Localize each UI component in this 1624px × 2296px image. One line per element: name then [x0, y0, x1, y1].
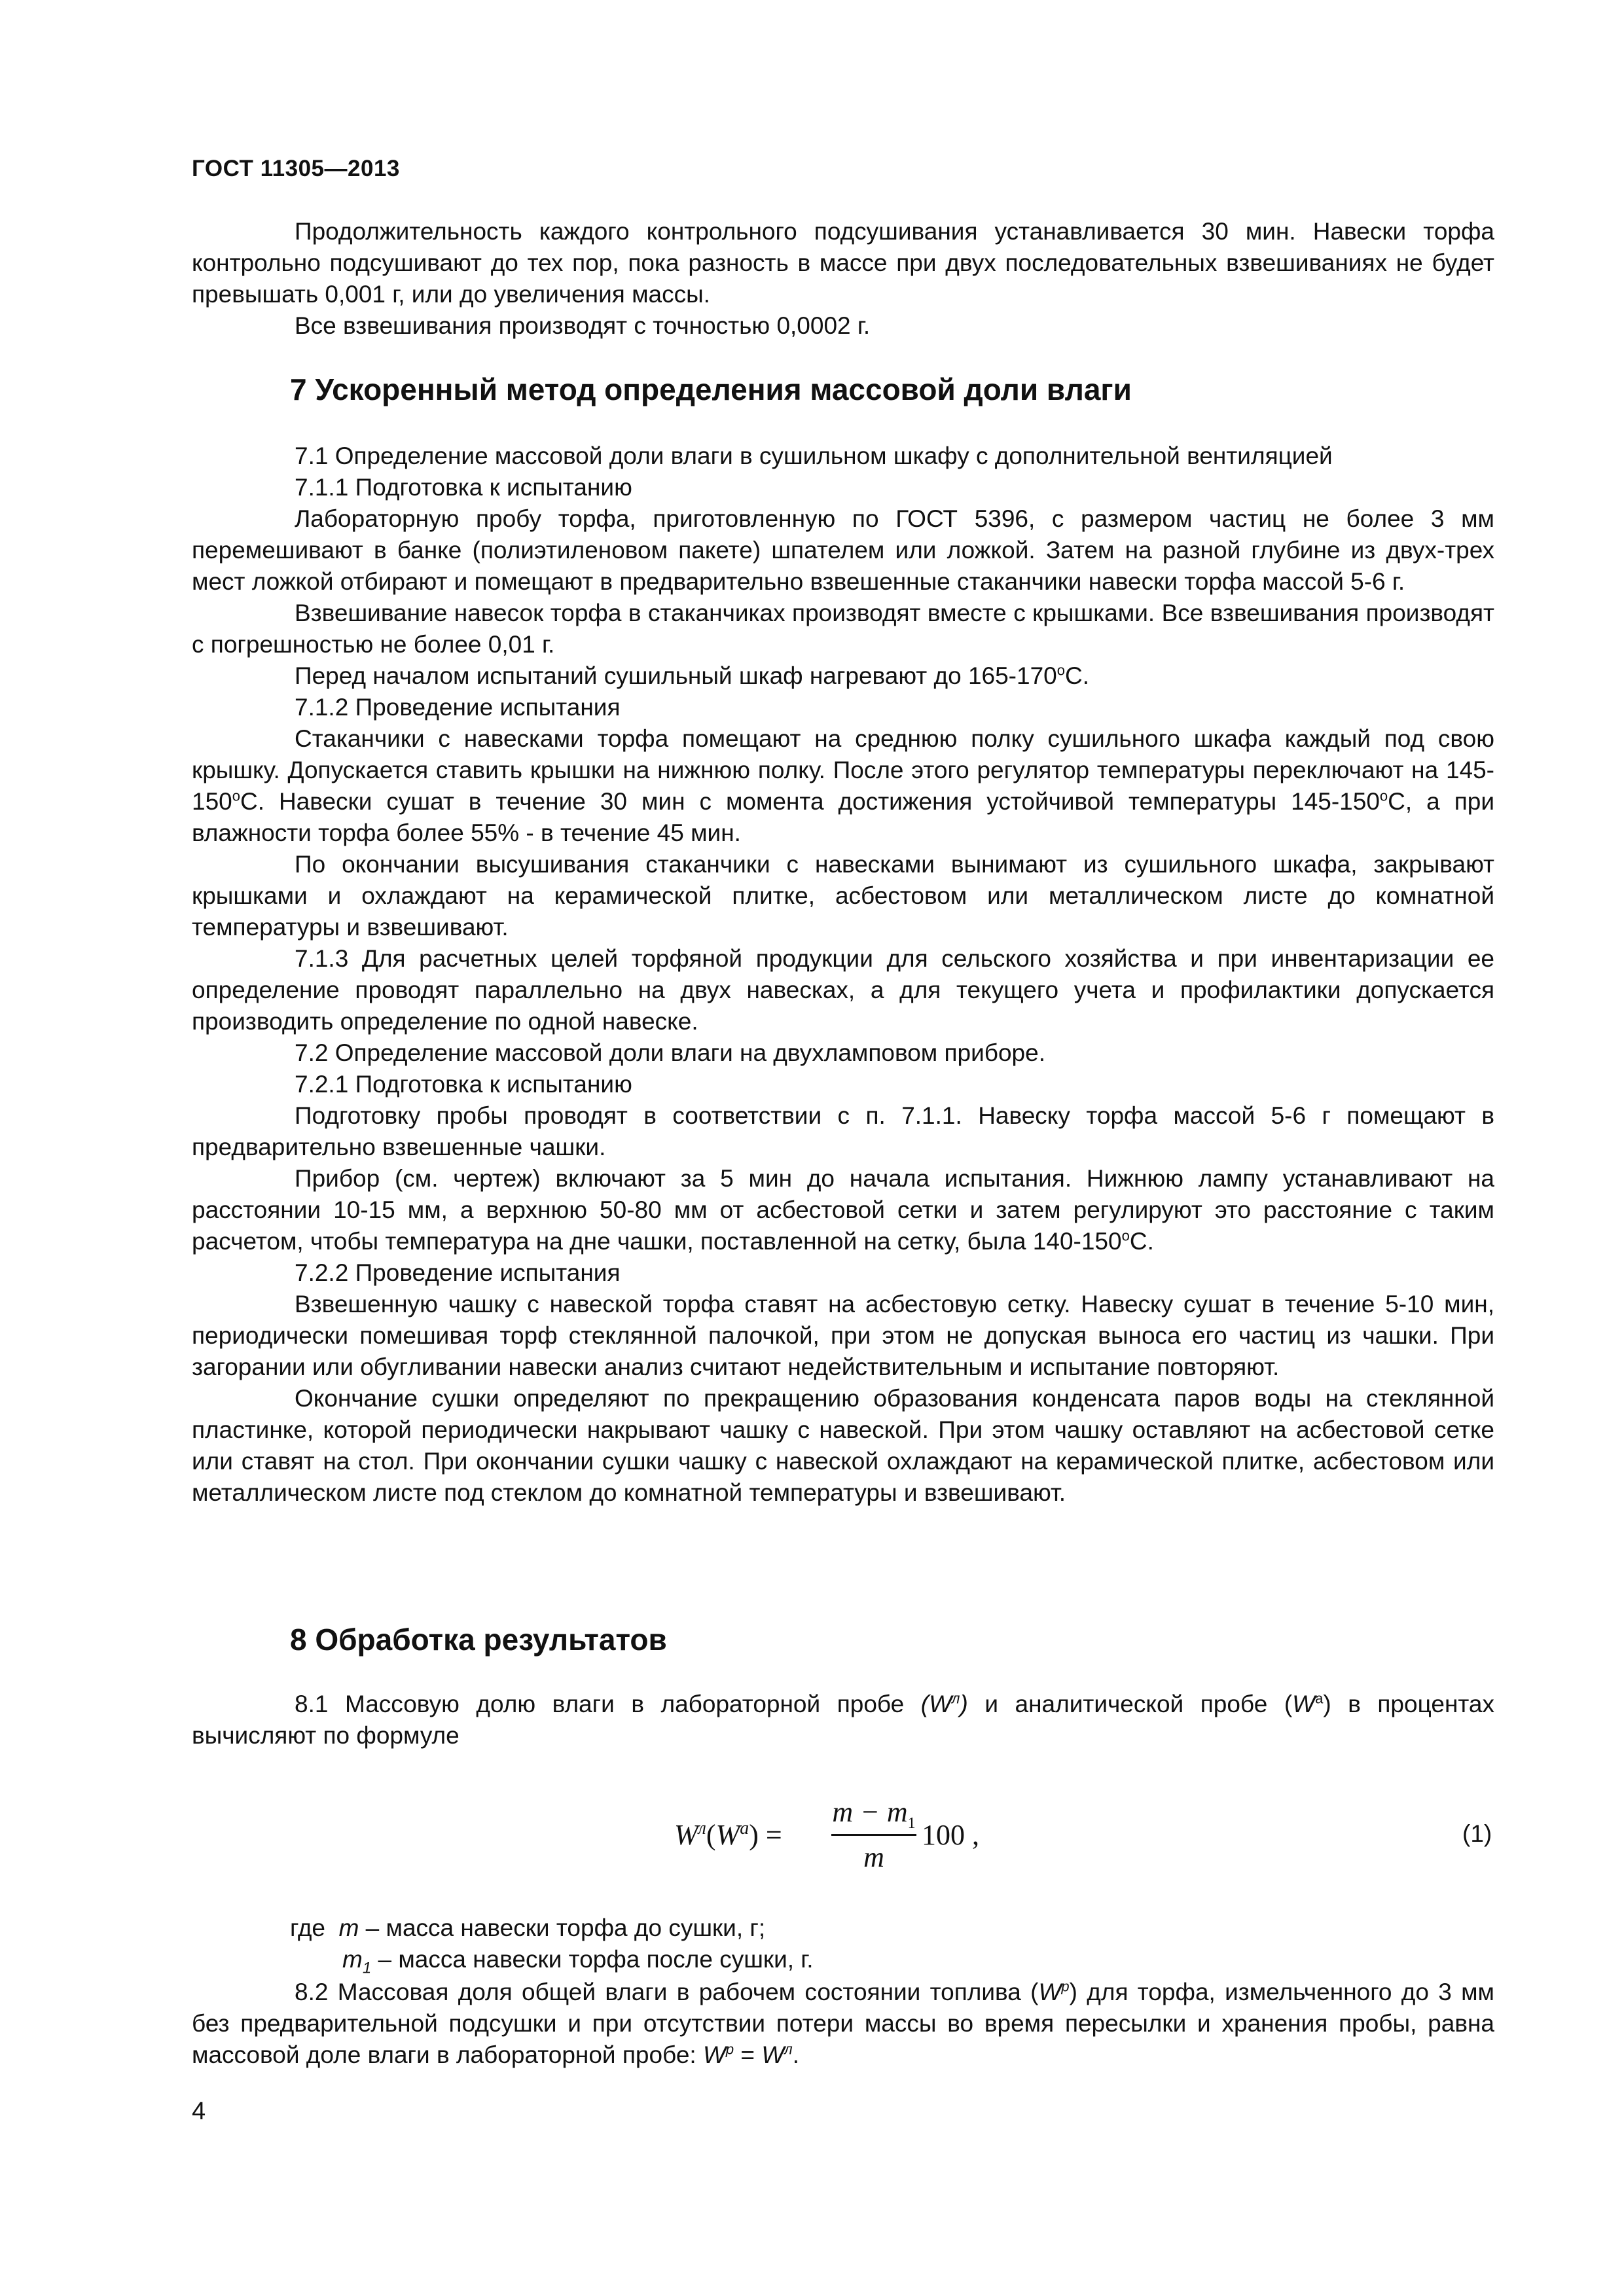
section-7-body [192, 440, 1494, 1509]
clause-7-2: 7.2 Определение массовой доли влаги на двухламповом приборе. [295, 1039, 1045, 1066]
paragraph: Окончание сушки определяют по прекращению образования конденсата паров воды на стеклянной пластинке, которой периодически накрывают чашку с навеской. При этом чашку оставляют на асбестовой сетке или ставят на стол. При окончании сушки чашку с навеской охлаждают на керамической плитке, асбестовом или металлическом листе под стеклом до комнатной температуры и взвешивают. [192, 1385, 1494, 1506]
paragraph: Лабораторную пробу торфа, приготовленную по ГОСТ 5396, с размером частиц не более 3 мм перемешивают в банке (полиэтиленовом пакете) шпателем или ложкой. Затем на разной глубине из двух-трех мест ложкой отбирают и помещают в предварительно взвешенные стаканчики навески торфа массой 5-6 г. [192, 505, 1494, 595]
formula-denominator: m [863, 1841, 884, 1873]
paragraph: Все взвешивания производят с точностью 0,0002 г. [295, 312, 871, 339]
paragraph: По окончании высушивания стаканчики с навесками вынимают из сушильного шкафа, закрывают крышками и охлаждают на керамической плитке, асбестовом или металлическом листе до комнатной температуры и взвешивают. [192, 851, 1494, 941]
clause-8-1: 8.1 Массовую долю влаги в лабораторной пробе $(W^л)$ и аналитической пробе $(W^а)$ в процентах вычисляют по формуле [192, 1690, 1494, 1749]
formula-numerator: $m - m_1$ [832, 1796, 916, 1832]
formula-legend-m1: $m_1$ – масса навески торфа после сушки, г. [342, 1946, 814, 1977]
standard-code-header: ГОСТ 11305—2013 [192, 156, 400, 181]
section-7-title: 7 Ускоренный метод определения массовой доли влаги [290, 372, 1132, 406]
paragraph: Взвешенную чашку с навеской торфа ставят на асбестовую сетку. Навеску сушат в течение 5-10 мин, периодически помешивая торф стеклянной палочкой, при этом не допуская выноса его частиц из чашки. При загорании или обугливании навески анализ считают недействительным и испытание повторяют. [192, 1291, 1494, 1380]
clause-8-2: 8.2 Массовая доля общей влаги в рабочем состоянии топлива $(W^р)$ для торфа, измельченного до 3 мм без предварительной подсушки и при отсутствии потери массы во время пересылки и хранения пробы, равна массовой доле влаги в лабораторной пробе: $W^р = W^л$. [192, 1978, 1494, 2068]
paragraph: Стаканчики с навесками торфа помещают на среднюю полку сушильного шкафа каждый под свою крышку. Допускается ставить крышки на нижнюю полку. После этого регулятор температуры переключают на $145-150^оС$. Навески сушат в течение 30 мин с момента достижения устойчивой температуры $145-150^оС$, а при влажности торфа более 55% - в течение 45 мин. [192, 725, 1494, 846]
formula-multiplier: 100 , [922, 1819, 979, 1851]
formula-legend-m: где m – масса навески торфа до сушки, г; [290, 1914, 766, 1941]
clause-7-2-1: 7.2.1 Подготовка к испытанию [295, 1071, 632, 1098]
equation-number: (1) [1462, 1820, 1492, 1847]
section-8-title: 8 Обработка результатов [290, 1623, 667, 1657]
formula-fraction [831, 1793, 916, 1876]
page-number: 4 [192, 2098, 206, 2125]
clause-7-1-3: 7.1.3 Для расчетных целей торфяной продукции для сельского хозяйства и при инвентаризации ее определение проводят параллельно на двух навесках, а для текущего учета и профилактики допускается производить определение по одной навеске. [192, 945, 1494, 1035]
clause-7-1-2: 7.1.2 Проведение испытания [295, 694, 621, 721]
moisture-formula [674, 1793, 1028, 1885]
clause-7-2-2: 7.2.2 Проведение испытания [295, 1259, 621, 1286]
clause-7-1-1: 7.1.1 Подготовка к испытанию [295, 474, 632, 501]
fraction-bar [831, 1834, 916, 1836]
paragraph: Подготовку пробы проводят в соответствии с п. 7.1.1. Навеску торфа массой 5-6 г помещают в предварительно взвешенные чашки. [192, 1102, 1494, 1160]
paragraph: Взвешивание навесок торфа в стаканчиках производят вместе с крышками. Все взвешивания производят с погрешностью не более 0,01 г. [192, 600, 1494, 658]
paragraph: Прибор (см. чертеж) включают за 5 мин до начала испытания. Нижнюю лампу устанавливают на расстоянии 10-15 мм, а верхнюю 50-80 мм от асбестовой сетки и затем регулируют это расстояние с таким расчетом, чтобы температура на дне чашки, поставленной на сетку, была $140-150^оС$. [192, 1165, 1494, 1255]
paragraph: Перед началом испытаний сушильный шкаф нагревают до $165-170^оС$. [295, 662, 1089, 689]
intro-text [192, 216, 1494, 342]
clause-7-1: 7.1 Определение массовой доли влаги в сушильном шкафу с дополнительной вентиляцией [295, 442, 1333, 469]
paragraph: Продолжительность каждого контрольного подсушивания устанавливается 30 мин. Навески торфа контрольно подсушивают до тех пор, пока разность в массе при двух последовательных взвешиваниях не будет превышать 0,001 г, или до увеличения массы. [192, 218, 1494, 308]
formula-lhs: $W^л(W^а)$ = [674, 1818, 782, 1851]
